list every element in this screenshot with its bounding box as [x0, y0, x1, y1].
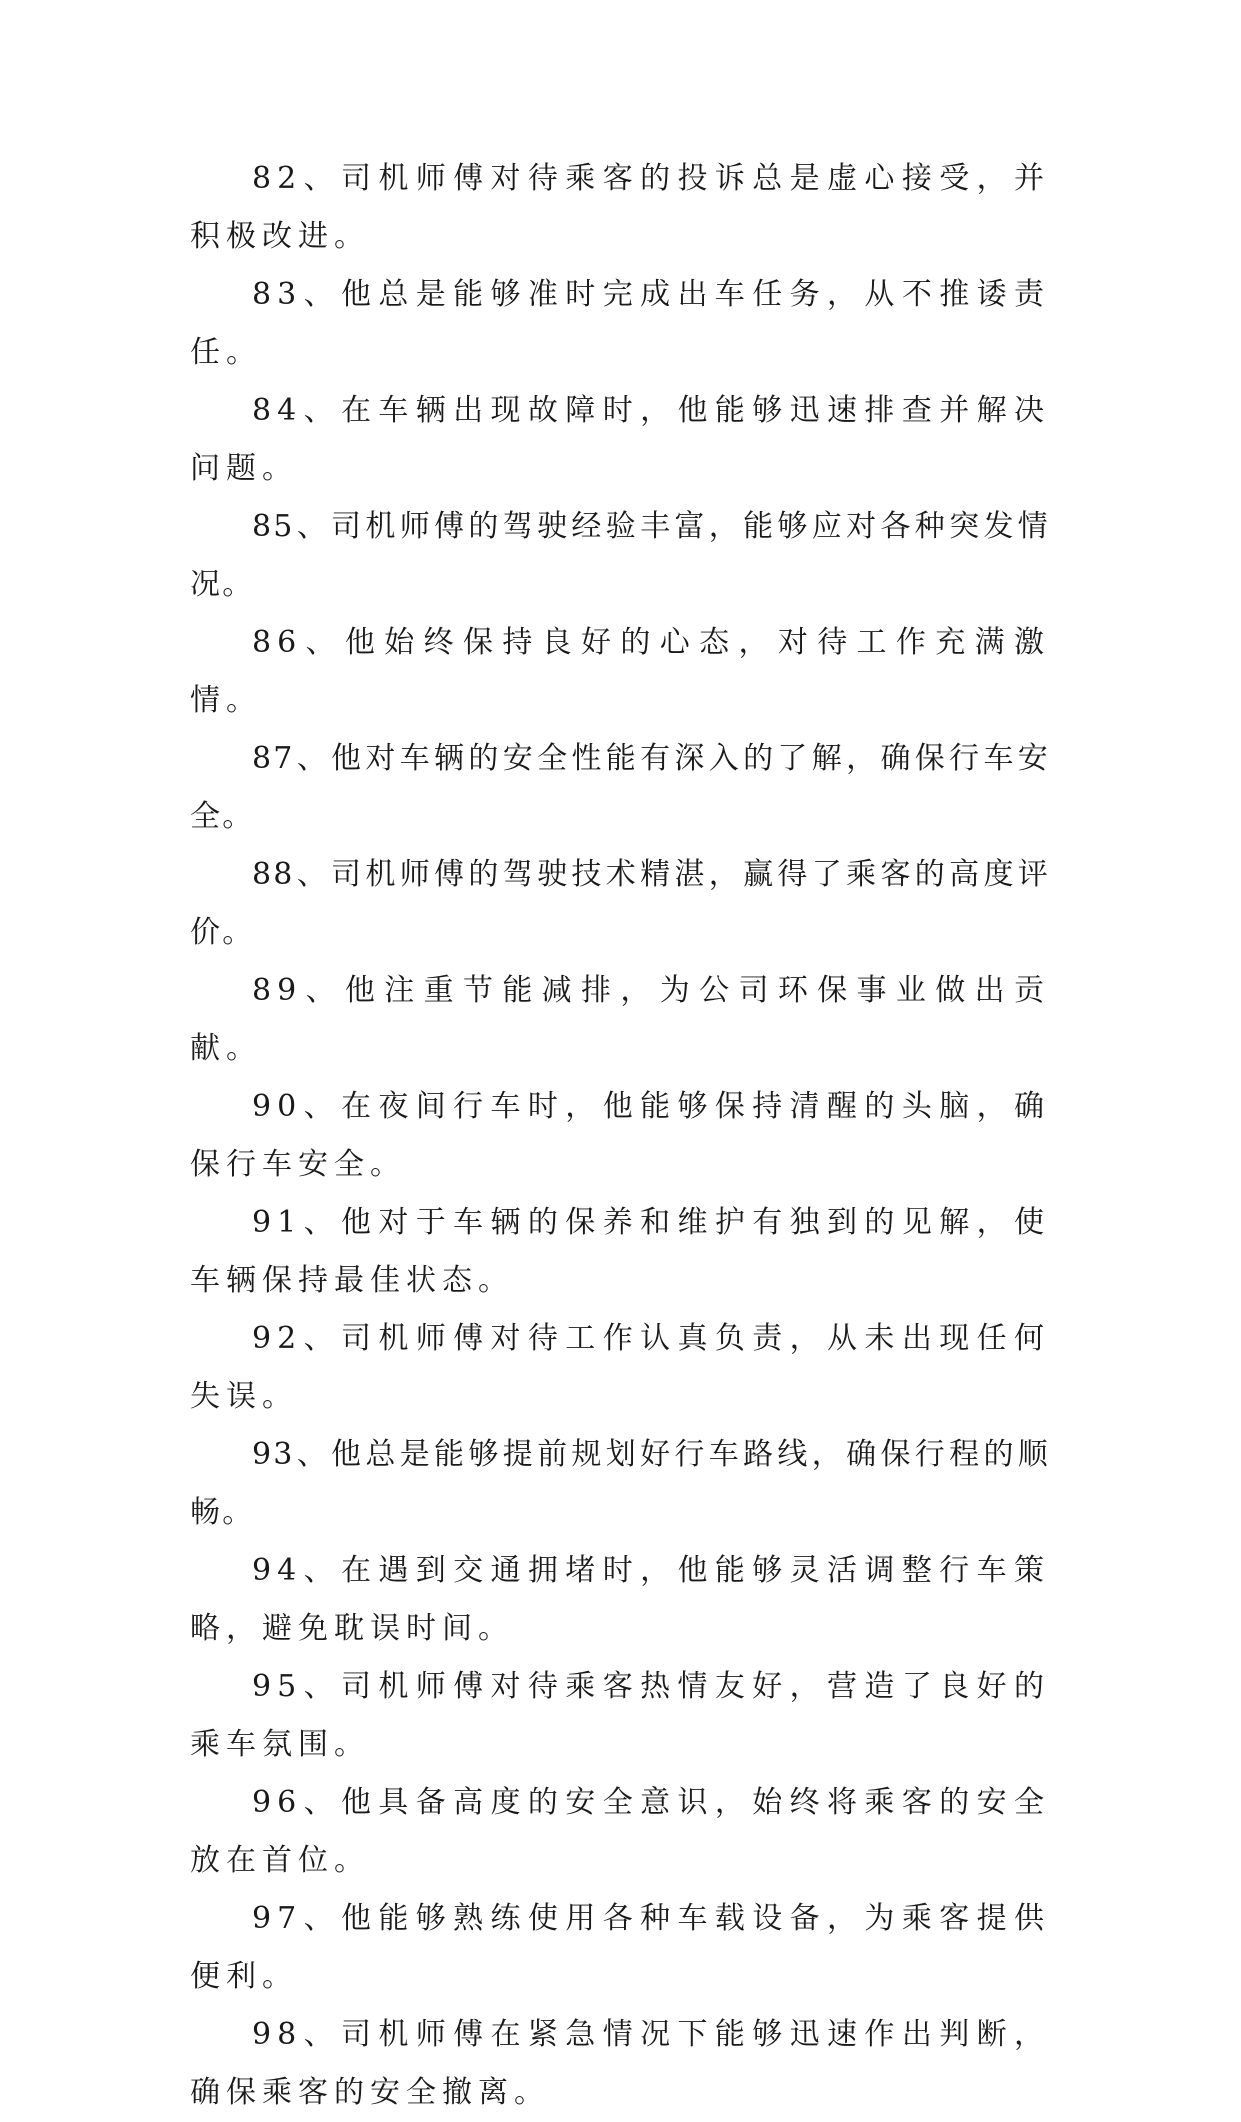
paragraph-88: 88、司机师傅的驾驶技术精湛，赢得了乘客的高度评价。	[190, 857, 1050, 950]
paragraph-89: 89、他注重节能减排，为公司环保事业做出贡献。	[190, 973, 1050, 1066]
paragraph-96: 96、他具备高度的安全意识，始终将乘客的安全放在首位。	[190, 1785, 1050, 1878]
paragraph-97: 97、他能够熟练使用各种车载设备，为乘客提供便利。	[190, 1901, 1050, 1994]
paragraph-95: 95、司机师傅对待乘客热情友好，营造了良好的乘车氛围。	[190, 1669, 1050, 1762]
paragraph-84: 84、在车辆出现故障时，他能够迅速排查并解决问题。	[190, 393, 1050, 486]
paragraph-98: 98、司机师傅在紧急情况下能够迅速作出判断，确保乘客的安全撤离。	[190, 2017, 1050, 2110]
paragraph-82: 82、司机师傅对待乘客的投诉总是虚心接受，并积极改进。	[190, 161, 1050, 254]
document-body	[190, 150, 1050, 2122]
paragraph-94: 94、在遇到交通拥堵时，他能够灵活调整行车策略，避免耽误时间。	[190, 1553, 1050, 1646]
paragraph-86: 86、他始终保持良好的心态，对待工作充满激情。	[190, 625, 1050, 718]
paragraph-85: 85、司机师傅的驾驶经验丰富，能够应对各种突发情况。	[190, 509, 1050, 602]
paragraph-93: 93、他总是能够提前规划好行车路线，确保行程的顺畅。	[190, 1437, 1050, 1530]
paragraph-92: 92、司机师傅对待工作认真负责，从未出现任何失误。	[190, 1321, 1050, 1414]
paragraph-83: 83、他总是能够准时完成出车任务，从不推诿责任。	[190, 277, 1050, 370]
paragraph-87: 87、他对车辆的安全性能有深入的了解，确保行车安全。	[190, 741, 1050, 834]
paragraph-91: 91、他对于车辆的保养和维护有独到的见解，使车辆保持最佳状态。	[190, 1205, 1050, 1298]
paragraph-90: 90、在夜间行车时，他能够保持清醒的头脑，确保行车安全。	[190, 1089, 1050, 1182]
